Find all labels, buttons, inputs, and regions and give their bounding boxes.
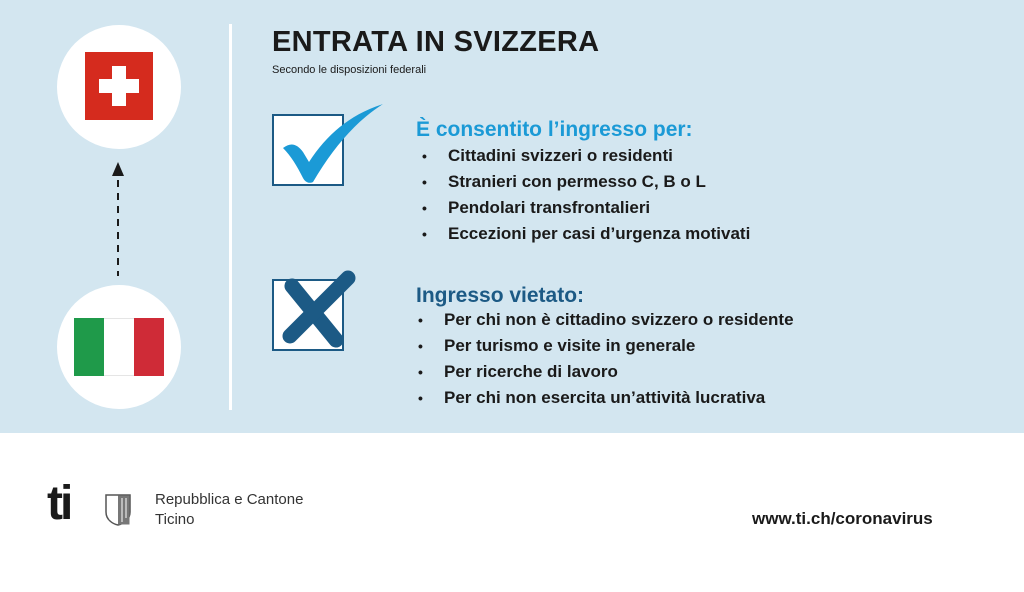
denied-list (416, 307, 794, 411)
list-item: • Eccezioni per casi d’urgenza motivati (420, 221, 750, 247)
italy-flag-circle (57, 285, 181, 409)
list-item: • Per chi non è cittadino svizzero o residente (416, 307, 794, 333)
denied-heading: Ingresso vietato: (416, 284, 585, 307)
swiss-flag-circle (57, 25, 181, 149)
organization-name (155, 490, 303, 530)
list-item: • Pendolari transfrontalieri (420, 195, 750, 221)
page-title: ENTRATA IN SVIZZERA (272, 26, 600, 58)
checkmark-icon (275, 100, 387, 185)
logo-text: ti (47, 477, 71, 530)
vertical-divider (229, 24, 232, 410)
allowed-heading: È consentito l’ingresso per: (416, 118, 693, 141)
dashed-arrow-up-icon (108, 158, 128, 276)
list-item: • Per turismo e visite in generale (416, 333, 794, 359)
italy-flag-icon (74, 318, 164, 376)
page-subtitle: Secondo le disposizioni federali (272, 64, 427, 76)
allowed-list (420, 143, 750, 247)
org-line1: Repubblica e Cantone (155, 491, 304, 508)
list-item: • Stranieri con permesso C, B o L (420, 169, 750, 195)
website-url: www.ti.ch/coronavirus (752, 509, 933, 528)
org-line2: Ticino (155, 511, 195, 528)
x-mark-icon (280, 270, 360, 350)
list-item: • Per chi non esercita un’attività lucrativa (416, 385, 794, 411)
swiss-flag-icon (85, 52, 153, 120)
ticino-shield-icon (105, 494, 131, 526)
list-item: • Per ricerche di lavoro (416, 359, 794, 385)
list-item: • Cittadini svizzeri o residenti (420, 143, 750, 169)
